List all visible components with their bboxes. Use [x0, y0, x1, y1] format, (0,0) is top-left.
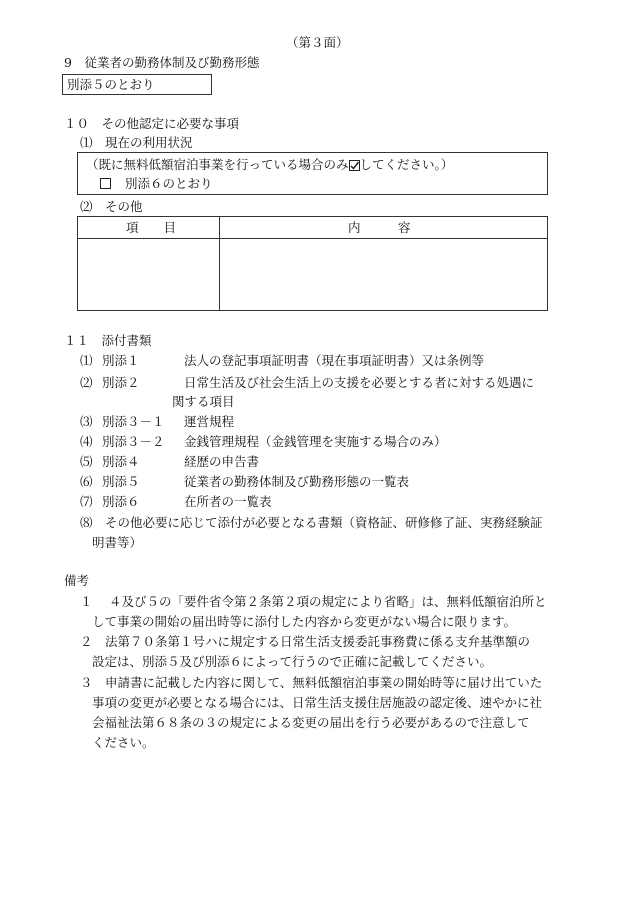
list-item-name: 別添１ [102, 353, 140, 368]
list-item-desc: 金銭管理規程（金銭管理を実施する場合のみ） [184, 434, 447, 449]
list-item-desc-continued: 関する項目 [172, 394, 235, 409]
table-header-item: 項 目 [126, 220, 177, 235]
remark-line: ２ 法第７０条第１号ハに規定する日常生活支援委託事務費に係る支弁基準額の [80, 634, 531, 649]
list-item: ⑶ [80, 414, 93, 429]
list-item-8-continued: 明書等） [92, 535, 143, 550]
table-cell-item[interactable] [79, 239, 218, 310]
section-10-sub1-label: ⑴ 現在の利用状況 [80, 135, 193, 150]
empty-checkbox-icon[interactable] [100, 178, 111, 189]
section-9-heading: 9 従業者の勤務体制及び勤務形態 [64, 55, 260, 70]
remarks-heading: 備考 [64, 573, 90, 588]
usage-status-note-after: してください。） [359, 157, 454, 172]
section-10-sub2-label: ⑵ その他 [80, 199, 143, 214]
list-item-desc: 従業者の勤務体制及び勤務形態の一覧表 [184, 474, 410, 489]
remark-line: 会福祉法第６８条の３の規定による変更の届出を行う必要があるので注意して [92, 715, 530, 730]
list-item-name: 別添４ [102, 454, 140, 469]
section-9-box [62, 74, 212, 95]
remark-line: 設定は、別添５及び別添６によって行うので正確に記載してください。 [92, 654, 493, 669]
list-item-name: 別添３－１ [102, 414, 165, 429]
list-item-desc: 法人の登記事項証明書（現在事項証明書）又は条例等 [184, 353, 485, 368]
remark-line: 事項の変更が必要となる場合には、日常生活支援住居施設の認定後、速やかに社 [92, 695, 543, 710]
list-item-name: 別添２ [102, 375, 140, 390]
remark-line: ３ 申請書に記載した内容に関して、無料低額宿泊事業の開始時等に届け出ていた [80, 675, 543, 690]
table-column-divider [219, 217, 220, 310]
list-item: ⑺ [80, 494, 93, 509]
page-number: （第３面） [286, 35, 349, 50]
usage-status-note-before: （既に無料低額宿泊事業を行っている場合のみ [86, 157, 349, 172]
other-items-table [77, 216, 548, 311]
usage-status-option[interactable] [98, 178, 213, 191]
usage-status-note [86, 159, 453, 172]
list-item-8: ⑻ その他必要に応じて添付が必要となる書類（資格証、研修修了証、実務経験証 [80, 515, 543, 530]
usage-status-box [77, 152, 548, 195]
remark-line: ください。 [92, 735, 155, 750]
list-item-name: 別添５ [102, 474, 140, 489]
list-item: ⑷ [80, 434, 93, 449]
section-9-box-text: 別添５のとおり [67, 77, 155, 92]
section-11-heading: １１ 添付書類 [64, 333, 152, 348]
remark-line: して事業の開始の届出時等に添付した内容から変更がない場合に限ります。 [92, 614, 517, 629]
list-item-name: 別添６ [102, 494, 140, 509]
list-item: ⑸ [80, 454, 93, 469]
list-item: ⑵ [80, 375, 93, 390]
list-item-desc: 経歴の申告書 [184, 454, 260, 469]
table-header-content: 内 容 [348, 220, 411, 235]
check-box-icon [349, 160, 360, 171]
table-cell-content[interactable] [221, 239, 546, 310]
section-10-heading: １０ その他認定に必要な事項 [64, 116, 240, 131]
usage-status-option-label: 別添６のとおり [125, 176, 213, 191]
list-item-desc: 在所者の一覧表 [184, 494, 272, 509]
remark-line: １ ４及び５の「要件省令第２条第２項の規定により省略」は、無料低額宿泊所と [80, 594, 547, 609]
list-item-desc: 日常生活及び社会生活上の支援を必要とする者に対する処遇に [184, 375, 535, 390]
list-item-name: 別添３－２ [102, 434, 165, 449]
list-item: ⑴ [80, 353, 93, 368]
list-item-desc: 運営規程 [184, 414, 235, 429]
list-item: ⑹ [80, 474, 93, 489]
